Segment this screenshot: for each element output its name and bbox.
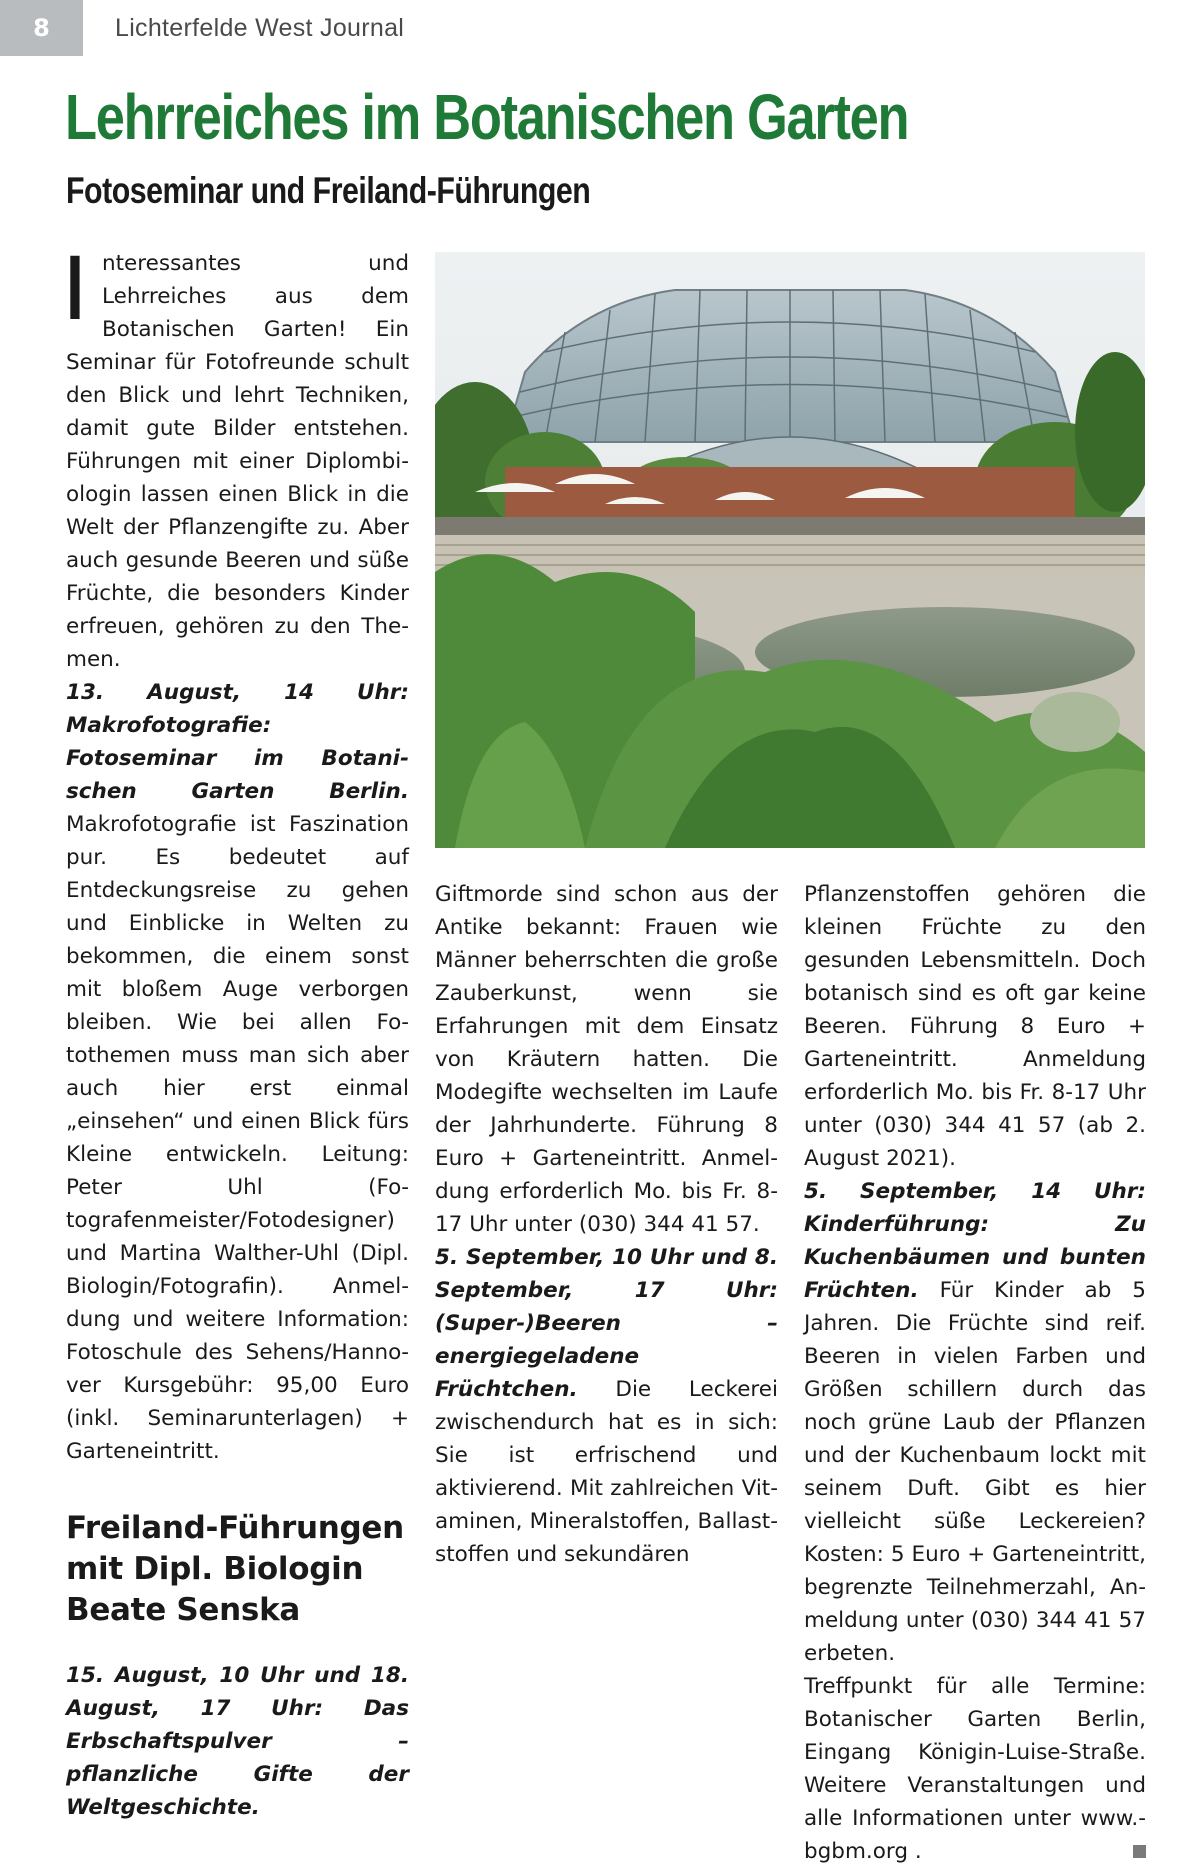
event-text: Makrofotografie ist Faszination pur. Es bedeutet auf Entdeckungsreise zu gehen und Einblicke in Welten zu bekommen, die einem sonst mit bloßem Auge verborgen bleiben. Wie bei allen Fotothemen muss man sich aber auch hier erst einmal „einsehen“ und einen Blick fürs Kleine entwickeln. Leitung: Peter Uhl (Fotografenmeister/Fotodesigner) und Martina Walther-Uhl (Dipl. Biologin/Fotografin). Anmeldung und weitere Information: Fotoschule des Sehens/Hannover Kursgebühr: 95,00 Euro (inkl. Seminarunterlagen) + Garteneintritt. bbox=[66, 812, 409, 1464]
event-text: Pflanzenstoffen gehören die kleinen Früchte zu den gesunden Lebensmitteln. Doch botanisch sind es oft gar keine Beeren. Führung 8 Euro + Garteneintritt. Anmeldung erforderlich Mo. bis Fr. 8-17 Uhr unter (030) 344 41 57 (ab 2. August 2021). bbox=[804, 882, 1146, 1171]
text-column-middle bbox=[435, 878, 778, 1571]
intro-text: nteressantes und Lehrreiches aus dem Botanischen Garten! Ein Seminar für Fotofreunde schult den Blick und lehrt Techniken, damit gute Bilder entstehen. Führungen mit einer Diplombiologin lassen einen Blick in die Welt der Pflanzengifte zu. Aber auch gesunde Beeren und süße Früchte, die besonders Kinder erfreuen, gehören zu den Themen. bbox=[66, 251, 409, 672]
closing-paragraph bbox=[804, 1670, 1146, 1868]
event-berries-tour bbox=[435, 1241, 778, 1571]
event-macro-photography bbox=[66, 676, 409, 1468]
event-title: 15. August, 10 Uhr und 18. August, 17 Uhr: Das Erbschaftspulver – pflanzliche Gifte der Weltgeschichte. bbox=[66, 1663, 409, 1820]
section-heading: Freiland-Führungen mit Dipl. Biologin Beate Senska bbox=[66, 1510, 404, 1628]
text-column-left bbox=[66, 237, 409, 1824]
text-column-right bbox=[804, 878, 1146, 1868]
page-number: 8 bbox=[0, 0, 83, 56]
continued-paragraph bbox=[435, 878, 778, 1241]
intro-paragraph bbox=[66, 237, 409, 676]
event-kids-tour bbox=[804, 1175, 1146, 1670]
drop-cap: I bbox=[66, 237, 84, 339]
event-berries-tour bbox=[804, 878, 1146, 1175]
event-text: Für Kinder ab 5 Jahren. Die Früchte sind reif. Beeren in vielen Farben und Größen schillern durch das noch grüne Laub der Pflanzen und der Kuchenbaum lockt mit seinem Duft. Gibt es hier vielleicht süße Leckereien? Kosten: 5 Euro + Garteneintritt, begrenzte Teilnehmerzahl, Anmeldung unter (030) 344 41 57 erbeten. bbox=[804, 1278, 1146, 1666]
closing-text: Treffpunkt für alle Termine: Botanischer Garten Berlin, Eingang Königin-Luise-Straße. Weitere Veranstaltungen und alle Informationen unter www.bgbm.org . bbox=[804, 1674, 1146, 1864]
journal-name: Lichterfelde West Journal bbox=[115, 14, 405, 42]
end-of-article-mark bbox=[1133, 1845, 1146, 1858]
event-title: 13. August, 14 Uhr: Makrofotografie: Fotoseminar im Botanischen Garten Berlin. bbox=[66, 680, 409, 804]
article-subheadline: Fotoseminar und Freiland-Führungen bbox=[66, 170, 591, 211]
event-poison-tour bbox=[66, 1659, 409, 1824]
event-title: 5. September, 14 Uhr: Kinderführung: Zu Kuchenbäumen und bunten Früchten. bbox=[804, 1179, 1146, 1303]
greenhouse-photo bbox=[435, 252, 1145, 848]
event-text: Die Leckerei zwischendurch hat es in sich: Sie ist erfrischend und aktivierend. Mit zahlreichen Vitaminen, Mineralstoffen, Ballaststoffen und sekundären bbox=[435, 1377, 778, 1567]
event-text: Giftmorde sind schon aus der Antike bekannt: Frauen wie Männer beherrschten die große Zauberkunst, wenn sie Erfahrungen mit dem Einsatz von Kräutern hatten. Die Modegifte wechselten im Laufe der Jahrhunderte. Führung 8 Euro + Garteneintritt. Anmeldung erforderlich Mo. bis Fr. 8-17 Uhr unter (030) 344 41 57. bbox=[435, 882, 778, 1237]
event-title: 5. September, 10 Uhr und 8. September, 17 Uhr: (Super-)Beeren – energiegeladene Früchtchen. bbox=[435, 1245, 778, 1402]
article-headline: Lehrreiches im Botanischen Garten bbox=[65, 81, 909, 153]
